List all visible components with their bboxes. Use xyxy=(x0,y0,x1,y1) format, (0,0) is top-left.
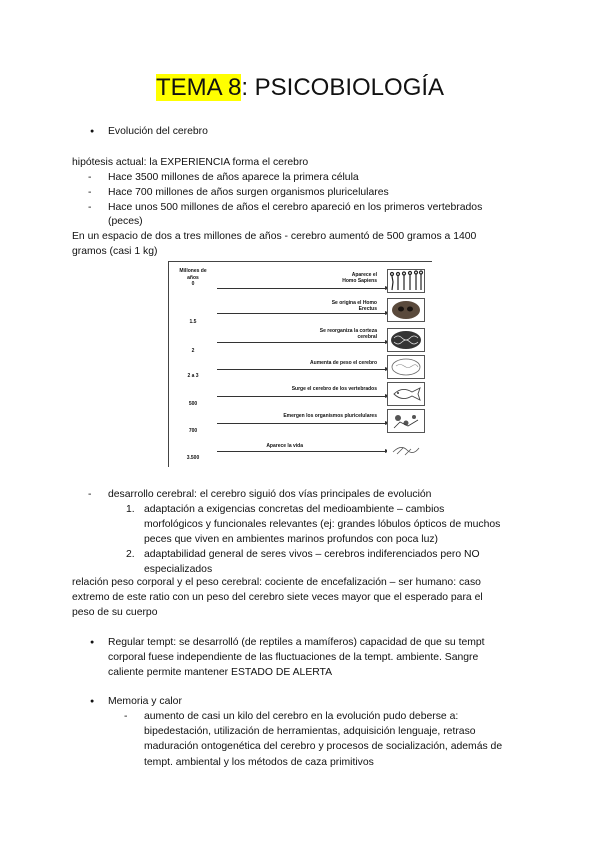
skull-icon xyxy=(387,298,425,322)
timeline-row xyxy=(169,434,433,460)
timeline-label: Emergen los organismos pluricelulares xyxy=(283,413,377,419)
paragraph-line: gramos (casi 1 kg) xyxy=(72,246,158,257)
organism-icon xyxy=(387,409,425,433)
hypothesis-line: hipótesis actual: la EXPERIENCIA forma el cerebro xyxy=(72,157,309,168)
fish-icon xyxy=(387,382,425,406)
title-rest: : PSICOBIOLOGÍA xyxy=(241,74,445,101)
cell-icon xyxy=(387,438,425,462)
timeline-label: Aumenta de peso el cerebro xyxy=(310,360,377,366)
timeline-label: Se origina el Homo Erectus xyxy=(331,300,377,312)
timeline-row xyxy=(169,407,433,433)
title-highlight: TEMA 8 xyxy=(155,74,242,101)
bullet-regular: ● Regular tempt: se desarrolló (de reptiles a mamíferos) capacidad de que su tempt corporal fuese independiente de las fluctuaciones de la tempt. ambiente. Sangre caliente permite mantener ESTADO DE ALERTA xyxy=(108,635,538,681)
timeline-year: 1.5 xyxy=(189,319,197,325)
timeline-arrow xyxy=(217,342,385,343)
bullet-evolucion xyxy=(108,124,208,139)
paragraph: relación peso corporal y el peso cerebral: cociente de encefalización – ser humano: caso extremo de este ratio con un peso del cerebro siete veces mayor que el esperado para el peso de su cuerpo xyxy=(72,577,483,619)
human-evolution-icon xyxy=(387,269,425,293)
numbered-item: 1. adaptación a exigencias concretas del medioambiente – cambios morfológicos y funcionales relevantes (ej: grandes lóbulos ópticos de muchos peces que viven en ambientes marinos profundos con poca luz) xyxy=(126,504,501,546)
list-item: - desarrollo cerebral: el cerebro siguió dos vías principales de evolución xyxy=(88,489,432,500)
timeline-arrow xyxy=(217,313,385,314)
bullet-memoria: ● Memoria y calor xyxy=(108,694,182,709)
timeline-label: Aparece el Homo Sapiens xyxy=(342,272,377,284)
brain-icon xyxy=(387,328,425,352)
timeline-arrow xyxy=(217,451,385,452)
timeline-row xyxy=(169,354,433,380)
timeline-year: 500 xyxy=(188,401,198,407)
bullet-evolucion-text: Evolución del cerebro xyxy=(108,126,208,137)
list-item-continuation: (peces) xyxy=(108,216,143,227)
timeline-arrow xyxy=(217,423,385,424)
timeline-row xyxy=(169,325,433,354)
brain-outline-icon xyxy=(387,355,425,379)
timeline-label: Se reorganiza la corteza cerebral xyxy=(319,328,377,340)
timeline-row xyxy=(169,381,433,407)
timeline-year: 3.500 xyxy=(186,455,200,461)
list-item: - Hace 3500 millones de años aparece la primera célula xyxy=(88,172,359,183)
timeline-year: 2 xyxy=(191,348,195,354)
timeline-arrow xyxy=(217,288,385,289)
timeline-arrow xyxy=(217,396,385,397)
numbered-item: 2. adaptabilidad general de seres vivos – cerebros indiferenciados pero NO especializados xyxy=(126,549,480,576)
evolution-timeline-figure xyxy=(168,261,432,467)
list-item: - aumento de casi un kilo del cerebro en la evolución pudo deberse a: bipedestación, utilización de herramientas, adquisición lenguaje, retraso maduración ontogenética del cerebro y procesos de socialización, además de tempt. ambiental y los métodos de caza primitivos xyxy=(124,711,503,768)
list-item: - Hace 700 millones de años surgen organismos pluricelulares xyxy=(88,187,389,198)
figure-y-header: Millones de años 0 xyxy=(179,268,207,287)
timeline-label: Surge el cerebro de los vertebrados xyxy=(291,386,377,392)
timeline-year: 2 a 3 xyxy=(187,373,199,379)
page-title xyxy=(0,73,600,103)
paragraph: En un espacio de dos a tres millones de años - cerebro aumentó de 500 gramos a 1400 xyxy=(72,231,477,242)
timeline-arrow xyxy=(217,369,385,370)
timeline-year: 700 xyxy=(188,428,198,434)
timeline-label: Aparece la vida xyxy=(266,443,303,449)
timeline-row xyxy=(169,297,433,323)
timeline-row xyxy=(169,267,433,293)
list-item: - Hace unos 500 millones de años el cerebro apareció en los primeros vertebrados xyxy=(88,202,483,213)
